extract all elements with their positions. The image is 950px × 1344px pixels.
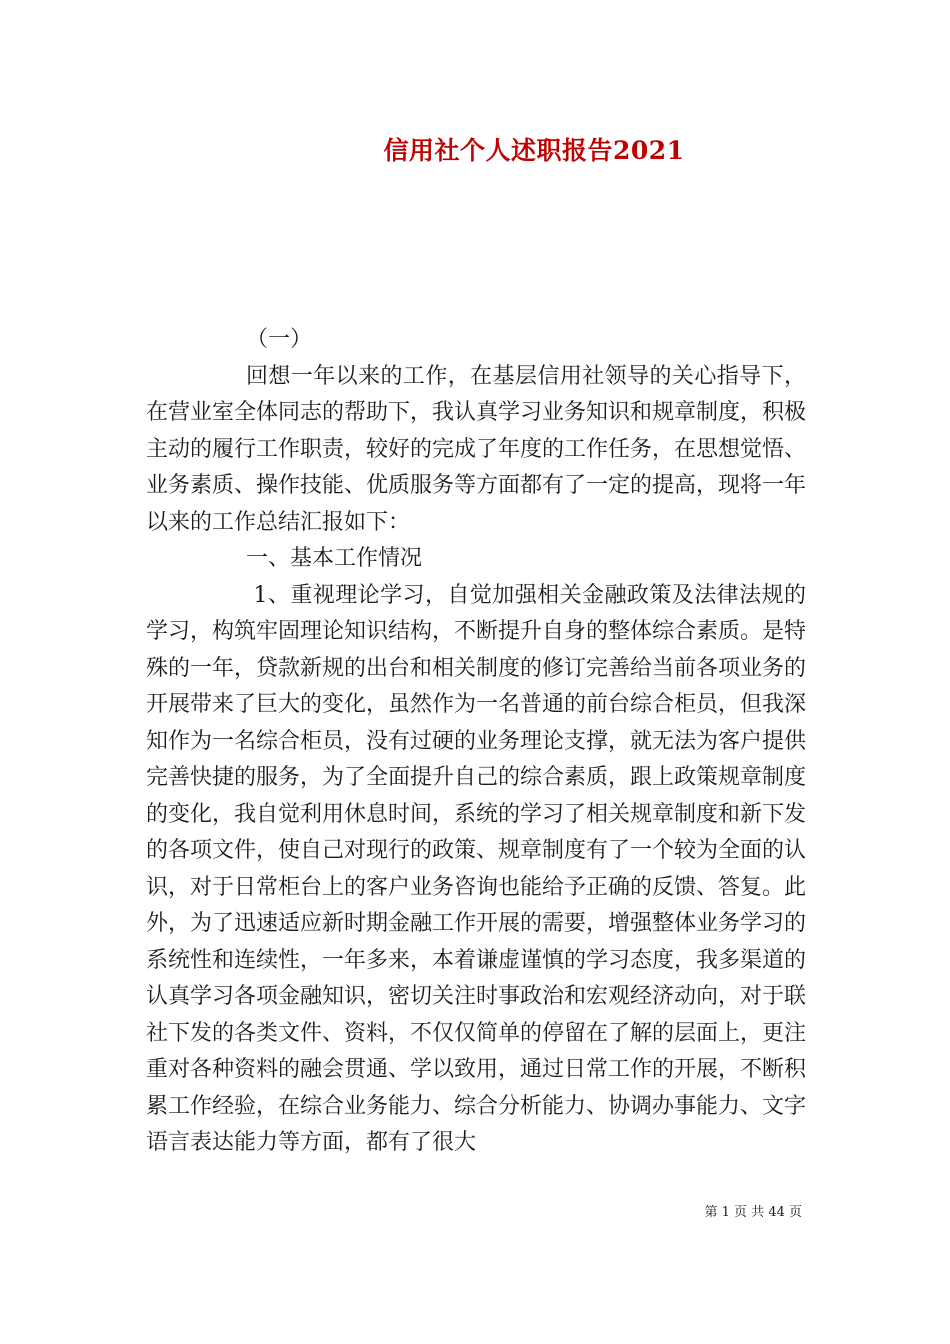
section-heading: 一、基本工作情况 [246, 546, 423, 571]
document-title: 信用社个人述职报告2021 [383, 136, 685, 165]
document-body [146, 322, 806, 1162]
section-marker: （一） [246, 327, 313, 352]
intro-paragraph: 回想一年以来的工作，在基层信用社领导的关心指导下，在营业室全体同志的帮助下，我认真学习业务知识和规章制度，积极主动的履行工作职责，较好的完成了年度的工作任务，在思想觉悟、业务素质、操作技能、优质服务等方面都有了一定的提高，现将一年以来的工作总结汇报如下： [146, 363, 807, 535]
page-number-footer: 第 1 页 共 44 页 [704, 1205, 802, 1220]
body-paragraph: 1、重视理论学习，自觉加强相关金融政策及法律法规的学习，构筑牢固理论知识结构，不断提升自身的整体综合素质。是特殊的一年，贷款新规的出台和相关制度的修订完善给当前各项业务的开展带来了巨大的变化，虽然作为一名普通的前台综合柜员，但我深知作为一名综合柜员，没有过硬的业务理论支撑，就无法为客户提供完善快捷的服务，为了全面提升自己的综合素质，跟上政策规章制度的变化，我自觉利用休息时间，系统的学习了相关规章制度和新下发的各项文件，使自己对现行的政策、规章制度有了一个较为全面的认识，对于日常柜台上的客户业务咨询也能给予正确的反馈、答复。此外，为了迅速适应新时期金融工作开展的需要，增强整体业务学习的系统性和连续性，一年多来，本着谦虚谨慎的学习态度，我多渠道的认真学习各项金融知识，密切关注时事政治和宏观经济动向，对于联社下发的各类文件、资料，不仅仅简单的停留在了解的层面上，更注重对各种资料的融会贯通、学以致用，通过日常工作的开展，不断积累工作经验，在综合业务能力、综合分析能力、协调办事能力、文字语言表达能力等方面，都有了很大 [146, 582, 807, 1155]
